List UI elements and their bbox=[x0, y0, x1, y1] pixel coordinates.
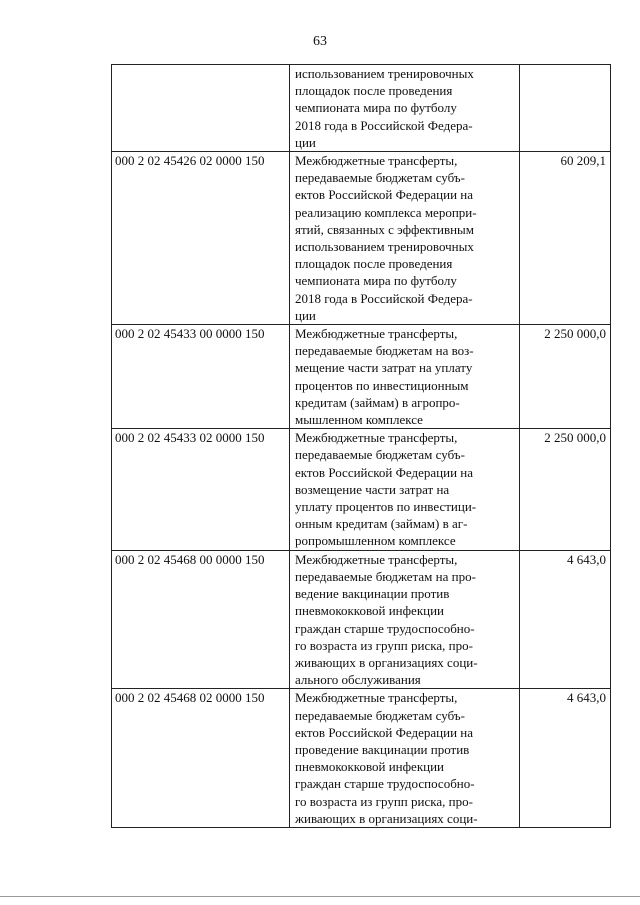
table-row bbox=[112, 65, 611, 152]
table-row bbox=[112, 152, 611, 325]
description-cell: Межбюджетные трансферты, передаваемые бюджетам субъ- ектов Российской Федерации на возмещение части затрат на уплату процентов по инвестици- онным кредитам (займам) в аг- ропромышленном комплексе bbox=[290, 429, 520, 550]
amount-cell: 2 250 000,0 bbox=[520, 325, 611, 429]
amount-cell: 4 643,0 bbox=[520, 550, 611, 689]
description-cell: Межбюджетные трансферты, передаваемые бюджетам субъ- ектов Российской Федерации на реализацию комплекса меропри- ятий, связанных с эффективным использованием тренировочных площадок после проведения чемпионата мира по футболу 2018 года в Российской Федера- ции bbox=[290, 152, 520, 325]
description-cell: Межбюджетные трансферты, передаваемые бюджетам субъ- ектов Российской Федерации на проведение вакцинации против пневмококковой инфекции граждан старше трудоспособно- го возраста из групп риска, про- живающих в организациях соци- bbox=[290, 689, 520, 828]
amount-cell: 2 250 000,0 bbox=[520, 429, 611, 550]
description-cell: Межбюджетные трансферты, передаваемые бюджетам на про- ведение вакцинации против пневмококковой инфекции граждан старше трудоспособно- го возраста из групп риска, про- живающих в организациях соци- ального обслуживания bbox=[290, 550, 520, 689]
amount-cell: 60 209,1 bbox=[520, 152, 611, 325]
description-cell: использованием тренировочных площадок после проведения чемпионата мира по футболу 2018 года в Российской Федера- ции bbox=[290, 65, 520, 152]
table-row bbox=[112, 325, 611, 429]
amount-cell bbox=[520, 65, 611, 152]
budget-code-cell: 000 2 02 45433 02 0000 150 bbox=[112, 429, 290, 550]
page-bottom-divider bbox=[0, 896, 640, 897]
amount-cell: 4 643,0 bbox=[520, 689, 611, 828]
budget-code-cell: 000 2 02 45426 02 0000 150 bbox=[112, 152, 290, 325]
table-row bbox=[112, 689, 611, 828]
budget-revenue-table bbox=[111, 64, 611, 828]
budget-code-cell: 000 2 02 45468 00 0000 150 bbox=[112, 550, 290, 689]
description-cell: Межбюджетные трансферты, передаваемые бюджетам на воз- мещение части затрат на уплату процентов по инвестиционным кредитам (займам) в агропро- мышленном комплексе bbox=[290, 325, 520, 429]
budget-code-cell bbox=[112, 65, 290, 152]
table-row bbox=[112, 550, 611, 689]
page-number: 63 bbox=[313, 34, 327, 49]
table-row bbox=[112, 429, 611, 550]
budget-code-cell: 000 2 02 45468 02 0000 150 bbox=[112, 689, 290, 828]
budget-code-cell: 000 2 02 45433 00 0000 150 bbox=[112, 325, 290, 429]
